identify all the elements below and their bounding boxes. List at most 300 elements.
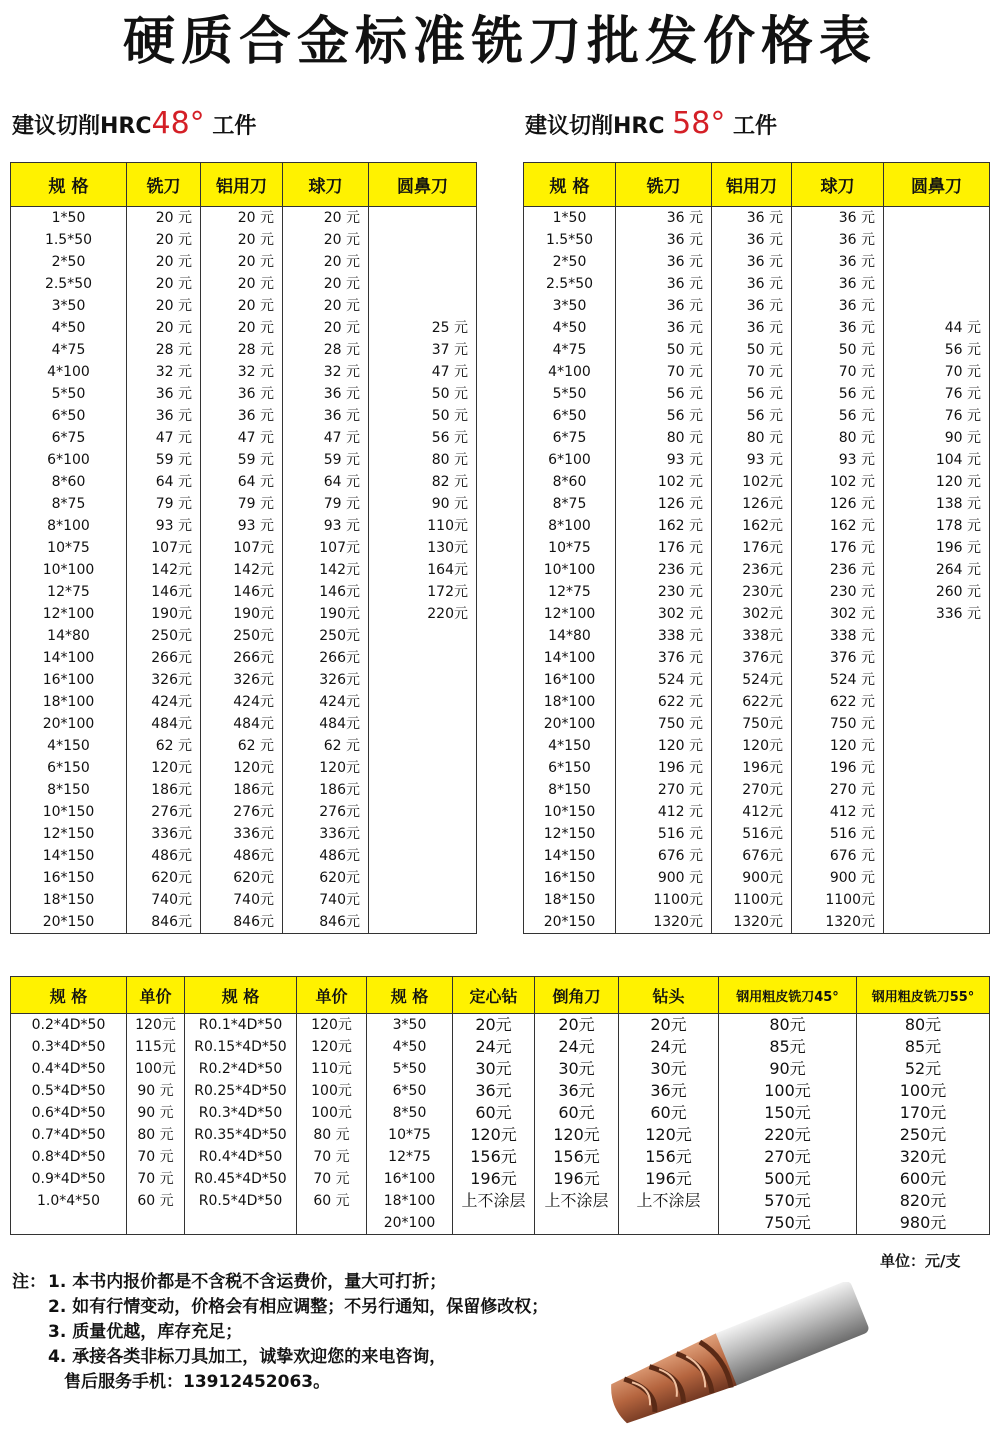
table-row — [524, 339, 990, 361]
spec-cell: 8*75 — [524, 493, 616, 515]
spec-cell: 4*50 — [367, 1036, 453, 1058]
spec-cell: 4*150 — [524, 735, 616, 757]
price-cell: 326元 — [201, 669, 283, 691]
price-cell: 100元 — [297, 1080, 367, 1102]
price-cell — [884, 625, 990, 647]
price-cell: 36 元 — [283, 383, 369, 405]
price-cell: 178 元 — [884, 515, 990, 537]
table-row — [11, 361, 477, 383]
price-cell: 107元 — [201, 537, 283, 559]
price-cell: 107元 — [127, 537, 201, 559]
spec-cell: 6*150 — [11, 757, 127, 779]
spec-cell: 18*150 — [11, 889, 127, 911]
price-cell: 56 元 — [884, 339, 990, 361]
spec-cell: 4*100 — [524, 361, 616, 383]
spec-cell: 10*75 — [524, 537, 616, 559]
price-cell: 126元 — [712, 493, 792, 515]
table-row — [524, 295, 990, 317]
flute-body-shape — [604, 1333, 737, 1430]
table-row — [11, 801, 477, 823]
table-row — [524, 273, 990, 295]
price-cell: 250元 — [857, 1124, 990, 1146]
price-cell: 20 元 — [283, 207, 369, 230]
price-cell: 70 元 — [616, 361, 712, 383]
price-cell: 24元 — [619, 1036, 719, 1058]
price-cell: 20元 — [453, 1014, 535, 1037]
price-cell: 500元 — [719, 1168, 857, 1190]
price-cell: 600元 — [857, 1168, 990, 1190]
spec-cell: 10*150 — [524, 801, 616, 823]
table-row — [524, 669, 990, 691]
price-cell — [369, 625, 477, 647]
price-cell: 120 元 — [616, 735, 712, 757]
price-cell: 276元 — [201, 801, 283, 823]
price-cell: 82 元 — [369, 471, 477, 493]
price-cell: 70 元 — [297, 1168, 367, 1190]
table-row — [11, 1102, 990, 1124]
spec-cell: 12*150 — [11, 823, 127, 845]
spec-cell: 8*150 — [11, 779, 127, 801]
price-cell: 320元 — [857, 1146, 990, 1168]
table-row — [11, 383, 477, 405]
price-cell: 190元 — [283, 603, 369, 625]
table-row — [524, 757, 990, 779]
table-row — [11, 867, 477, 889]
price-cell — [369, 273, 477, 295]
col-header-corner-radius: 圆鼻刀 — [884, 163, 990, 207]
price-cell: 20元 — [535, 1014, 619, 1037]
table-row — [524, 625, 990, 647]
price-cell — [369, 911, 477, 934]
spec-cell: 0.5*4D*50 — [11, 1080, 127, 1102]
table-row — [11, 405, 477, 427]
spec-cell: 20*100 — [11, 713, 127, 735]
right-hrc-value: 58° — [672, 106, 726, 141]
price-cell: 336元 — [201, 823, 283, 845]
price-cell: 1100元 — [792, 889, 884, 911]
price-cell: 484元 — [127, 713, 201, 735]
table-row — [524, 449, 990, 471]
col-header-corner-radius: 圆鼻刀 — [369, 163, 477, 207]
price-cell: 172元 — [369, 581, 477, 603]
price-cell: 516 元 — [616, 823, 712, 845]
spec-cell: 8*100 — [11, 515, 127, 537]
spec-cell: 14*150 — [524, 845, 616, 867]
price-cell: 120元 — [712, 735, 792, 757]
price-cell — [369, 295, 477, 317]
spec-cell: 4*50 — [11, 317, 127, 339]
table-row — [11, 229, 477, 251]
table-row — [11, 207, 477, 230]
spec-cell — [185, 1212, 297, 1235]
price-cell: 20 元 — [127, 273, 201, 295]
table-row — [524, 515, 990, 537]
price-cell: 36 元 — [792, 229, 884, 251]
price-cell: 156元 — [619, 1146, 719, 1168]
price-cell: 36 元 — [792, 207, 884, 230]
price-cell: 80元 — [857, 1014, 990, 1037]
price-cell: 162 元 — [616, 515, 712, 537]
contact-phone: 售后服务手机：13912452063。 — [64, 1372, 331, 1392]
price-cell: 740元 — [283, 889, 369, 911]
price-cell: 622 元 — [792, 691, 884, 713]
price-cell: 1320元 — [792, 911, 884, 934]
price-cell: 196 元 — [616, 757, 712, 779]
spec-cell: 6*50 — [11, 405, 127, 427]
price-cell: 676 元 — [616, 845, 712, 867]
spec-cell: R0.45*4D*50 — [185, 1168, 297, 1190]
price-cell: 20 元 — [201, 207, 283, 230]
price-cell: 266元 — [127, 647, 201, 669]
spec-cell: 20*100 — [524, 713, 616, 735]
col-header-center-drill: 定心钻 — [453, 977, 535, 1014]
price-cell — [884, 273, 990, 295]
price-cell: 146元 — [201, 581, 283, 603]
price-cell: 20 元 — [201, 273, 283, 295]
price-cell: 1100元 — [616, 889, 712, 911]
price-cell: 100元 — [297, 1102, 367, 1124]
price-cell: 20 元 — [283, 295, 369, 317]
spec-cell: 10*75 — [367, 1124, 453, 1146]
price-cell: 62 元 — [127, 735, 201, 757]
price-cell: 336元 — [127, 823, 201, 845]
price-cell: 130元 — [369, 537, 477, 559]
price-cell: 36 元 — [616, 273, 712, 295]
col-header-mill: 铣刀 — [127, 163, 201, 207]
price-cell — [884, 757, 990, 779]
price-cell: 424元 — [201, 691, 283, 713]
price-cell: 47 元 — [369, 361, 477, 383]
price-cell: 486元 — [127, 845, 201, 867]
price-cell: 上不涂层 — [535, 1190, 619, 1212]
price-cell: 196元 — [619, 1168, 719, 1190]
price-cell: 846元 — [127, 911, 201, 934]
price-cell: 60 元 — [297, 1190, 367, 1212]
table-row — [524, 691, 990, 713]
price-cell: 59 元 — [283, 449, 369, 471]
table-row — [11, 823, 477, 845]
price-cell: 93 元 — [616, 449, 712, 471]
table-row — [11, 669, 477, 691]
price-cell: 220元 — [719, 1124, 857, 1146]
table-row — [524, 911, 990, 934]
price-cell: 36 元 — [616, 229, 712, 251]
left-hrc-prefix: 建议切削HRC — [12, 114, 152, 139]
price-cell: 79 元 — [127, 493, 201, 515]
price-cell: 85元 — [719, 1036, 857, 1058]
price-cell: 50 元 — [369, 405, 477, 427]
price-cell: 56 元 — [712, 383, 792, 405]
table-row — [11, 691, 477, 713]
price-cell — [369, 867, 477, 889]
price-cell: 900 元 — [792, 867, 884, 889]
price-cell: 47 元 — [127, 427, 201, 449]
price-cell: 56 元 — [712, 405, 792, 427]
price-cell: 36 元 — [201, 383, 283, 405]
price-cell: 20 元 — [283, 273, 369, 295]
col-header-aluminum: 铝用刀 — [712, 163, 792, 207]
table-row — [11, 647, 477, 669]
price-cell: 486元 — [283, 845, 369, 867]
spec-cell: 20*100 — [367, 1212, 453, 1235]
spec-cell: 0.3*4D*50 — [11, 1036, 127, 1058]
col-header-spec-drill: 规 格 — [367, 977, 453, 1014]
table-row — [524, 317, 990, 339]
price-cell: 486元 — [201, 845, 283, 867]
price-cell: 220元 — [369, 603, 477, 625]
spec-cell: 1.5*50 — [11, 229, 127, 251]
right-hrc-prefix: 建议切削HRC — [525, 114, 665, 139]
price-cell: 59 元 — [127, 449, 201, 471]
spec-cell: 1.5*50 — [524, 229, 616, 251]
price-cell: 100元 — [719, 1080, 857, 1102]
price-cell: 142元 — [201, 559, 283, 581]
table-row — [524, 735, 990, 757]
price-cell: 30元 — [535, 1058, 619, 1080]
price-cell: 900元 — [712, 867, 792, 889]
price-cell — [369, 207, 477, 230]
price-cell: 236元 — [712, 559, 792, 581]
table-row — [11, 603, 477, 625]
col-header-ball: 球刀 — [283, 163, 369, 207]
spec-cell: 8*50 — [367, 1102, 453, 1124]
spec-cell: 1*50 — [11, 207, 127, 230]
notes — [12, 1270, 548, 1395]
price-cell: 100元 — [857, 1080, 990, 1102]
price-cell: 80 元 — [127, 1124, 185, 1146]
table-row — [524, 405, 990, 427]
price-cell: 186元 — [283, 779, 369, 801]
price-cell: 79 元 — [201, 493, 283, 515]
price-cell: 20 元 — [283, 317, 369, 339]
price-cell: 20 元 — [127, 207, 201, 230]
price-cell: 162元 — [712, 515, 792, 537]
table-row — [11, 317, 477, 339]
right-price-table — [523, 162, 990, 934]
price-cell: 196元 — [453, 1168, 535, 1190]
spec-cell: 1*50 — [524, 207, 616, 230]
col-header-chamfer: 倒角刀 — [535, 977, 619, 1014]
note-item — [12, 1345, 548, 1370]
table-row — [11, 537, 477, 559]
spec-cell — [11, 1212, 127, 1235]
spec-cell: 16*150 — [524, 867, 616, 889]
spec-cell: 2*50 — [524, 251, 616, 273]
price-cell: 36 元 — [616, 295, 712, 317]
price-cell: 146元 — [127, 581, 201, 603]
shank-shape — [710, 1282, 870, 1388]
table-row — [524, 537, 990, 559]
table-row — [11, 1080, 990, 1102]
price-cell: 80 元 — [616, 427, 712, 449]
spec-cell: 14*100 — [11, 647, 127, 669]
spec-cell: 20*150 — [11, 911, 127, 934]
spec-cell: 18*150 — [524, 889, 616, 911]
price-cell: 102元 — [712, 471, 792, 493]
spec-cell: 0.2*4D*50 — [11, 1014, 127, 1037]
note-text: 2. 如有行情变动，价格会有相应调整；不另行通知，保留修改权； — [48, 1297, 549, 1317]
price-cell — [884, 823, 990, 845]
price-cell: 85元 — [857, 1036, 990, 1058]
left-section-heading — [12, 108, 256, 143]
spec-cell: 10*150 — [11, 801, 127, 823]
price-cell: 1320元 — [616, 911, 712, 934]
price-cell: 264 元 — [884, 559, 990, 581]
col-header-spec: 规 格 — [11, 163, 127, 207]
spec-cell: 16*150 — [11, 867, 127, 889]
spec-cell: 20*150 — [524, 911, 616, 934]
table-row — [524, 845, 990, 867]
price-cell: 302 元 — [792, 603, 884, 625]
table-row — [11, 295, 477, 317]
price-cell: 150元 — [719, 1102, 857, 1124]
price-cell: 270 元 — [792, 779, 884, 801]
spec-cell: 8*75 — [11, 493, 127, 515]
price-cell: 93 元 — [712, 449, 792, 471]
price-cell: 376 元 — [616, 647, 712, 669]
price-cell: 338元 — [712, 625, 792, 647]
price-cell: 62 元 — [283, 735, 369, 757]
spec-cell: 6*150 — [524, 757, 616, 779]
price-cell: 102 元 — [616, 471, 712, 493]
table-row — [11, 625, 477, 647]
table-row — [524, 207, 990, 230]
price-cell: 20 元 — [127, 295, 201, 317]
spec-cell: 12*75 — [11, 581, 127, 603]
price-cell: 115元 — [127, 1036, 185, 1058]
table-row — [524, 867, 990, 889]
price-cell: 90 元 — [884, 427, 990, 449]
price-cell: 196 元 — [792, 757, 884, 779]
table-row — [524, 471, 990, 493]
price-cell — [369, 757, 477, 779]
col-header-spec: 规 格 — [11, 977, 127, 1014]
spec-cell: 10*75 — [11, 537, 127, 559]
price-cell: 120元 — [297, 1036, 367, 1058]
price-cell: 36元 — [453, 1080, 535, 1102]
spec-cell: 6*50 — [367, 1080, 453, 1102]
spec-cell: 12*100 — [524, 603, 616, 625]
price-cell: 110元 — [369, 515, 477, 537]
price-cell: 60元 — [619, 1102, 719, 1124]
note-item — [12, 1320, 548, 1345]
left-hrc-value: 48° — [151, 106, 205, 141]
spec-cell: 6*75 — [11, 427, 127, 449]
price-cell: 上不涂层 — [453, 1190, 535, 1212]
price-cell: 20 元 — [201, 295, 283, 317]
price-cell: 266元 — [201, 647, 283, 669]
spec-cell: 6*100 — [11, 449, 127, 471]
price-cell: 76 元 — [884, 405, 990, 427]
spec-cell: R0.5*4D*50 — [185, 1190, 297, 1212]
price-cell: 230 元 — [616, 581, 712, 603]
price-cell — [884, 735, 990, 757]
price-cell — [297, 1212, 367, 1235]
bottom-price-table — [10, 976, 990, 1235]
unit-label: 单位：元/支 — [880, 1252, 961, 1270]
table-row — [11, 1168, 990, 1190]
price-cell: 52元 — [857, 1058, 990, 1080]
price-cell: 120元 — [453, 1124, 535, 1146]
price-cell: 32 元 — [283, 361, 369, 383]
price-cell: 70 元 — [712, 361, 792, 383]
price-cell: 190元 — [127, 603, 201, 625]
price-cell — [369, 713, 477, 735]
price-cell: 28 元 — [201, 339, 283, 361]
price-cell: 120元 — [619, 1124, 719, 1146]
page-title: 硬质合金标准铣刀批发价格表 — [122, 12, 877, 72]
table-row — [524, 559, 990, 581]
price-cell: 20元 — [619, 1014, 719, 1037]
table-row — [524, 493, 990, 515]
price-cell: 36 元 — [712, 229, 792, 251]
spec-cell: 14*80 — [524, 625, 616, 647]
price-cell: 424元 — [283, 691, 369, 713]
price-cell: 376元 — [712, 647, 792, 669]
price-cell: 620元 — [283, 867, 369, 889]
price-cell: 36 元 — [712, 251, 792, 273]
price-cell: 412元 — [712, 801, 792, 823]
table-row — [11, 559, 477, 581]
price-cell: 120 元 — [884, 471, 990, 493]
price-cell: 102 元 — [792, 471, 884, 493]
left-price-table — [10, 162, 477, 934]
price-cell — [369, 229, 477, 251]
price-cell: 120元 — [127, 757, 201, 779]
price-cell: 120元 — [201, 757, 283, 779]
price-cell: 20 元 — [201, 317, 283, 339]
price-cell: 36 元 — [127, 405, 201, 427]
price-cell: 164元 — [369, 559, 477, 581]
table-row — [11, 449, 477, 471]
price-cell — [369, 735, 477, 757]
price-cell — [884, 889, 990, 911]
spec-cell: 3*50 — [524, 295, 616, 317]
note-item — [12, 1295, 548, 1320]
right-section-heading — [525, 108, 777, 143]
price-cell — [884, 251, 990, 273]
spec-cell: 16*100 — [11, 669, 127, 691]
table-row — [11, 1124, 990, 1146]
price-cell: 36 元 — [792, 317, 884, 339]
price-cell: 484元 — [283, 713, 369, 735]
price-cell: 20 元 — [201, 251, 283, 273]
table-row — [11, 779, 477, 801]
spec-cell: 5*50 — [524, 383, 616, 405]
price-cell: 1320元 — [712, 911, 792, 934]
price-cell: 32 元 — [127, 361, 201, 383]
price-cell: 36 元 — [616, 317, 712, 339]
price-cell: 50 元 — [712, 339, 792, 361]
table-row — [11, 713, 477, 735]
price-cell: 20 元 — [283, 251, 369, 273]
price-cell: 36 元 — [127, 383, 201, 405]
spec-cell: 16*100 — [367, 1168, 453, 1190]
note-text: 4. 承接各类非标刀具加工，诚挚欢迎您的来电咨询， — [48, 1347, 447, 1367]
price-cell: 20 元 — [127, 229, 201, 251]
price-cell: 64 元 — [283, 471, 369, 493]
price-cell — [884, 713, 990, 735]
price-cell: 70 元 — [127, 1168, 185, 1190]
price-cell: 120元 — [535, 1124, 619, 1146]
table-row — [11, 1014, 990, 1037]
price-cell: 176 元 — [616, 537, 712, 559]
price-cell: 36 元 — [712, 273, 792, 295]
spec-cell: 14*100 — [524, 647, 616, 669]
price-cell: 302元 — [712, 603, 792, 625]
table-row — [11, 1146, 990, 1168]
price-cell: 90 元 — [127, 1080, 185, 1102]
